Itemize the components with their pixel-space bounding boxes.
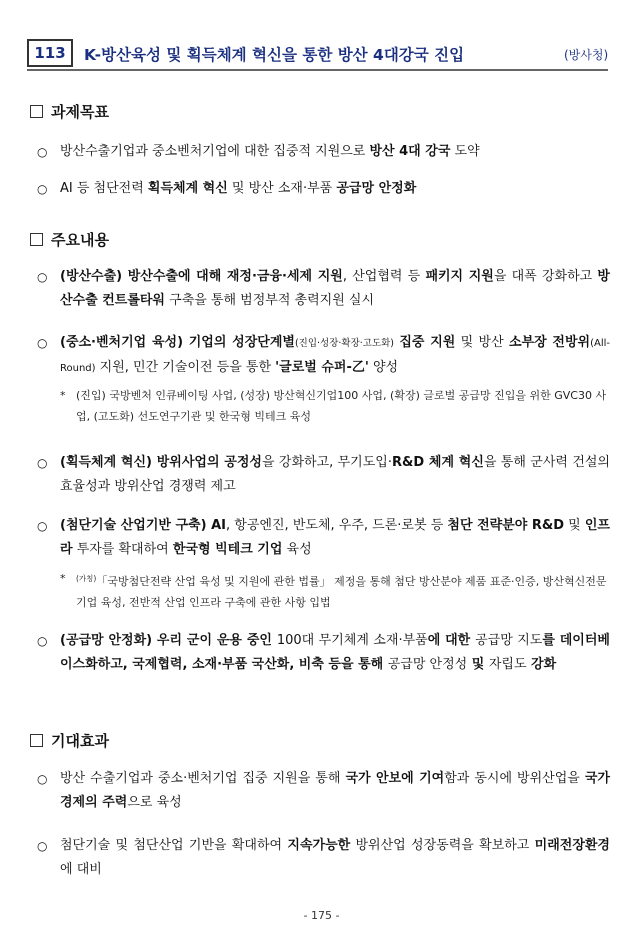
content-text: (공급망 안정화) 우리 군이 운용 중인 100대 무기체계 소재·부품에 대한 공급망 지도를 데이터베이스화하고, 국제협력, 소재·부품 국산화, 비축 등을 통해 공급망 안정성 및 자립도 강화 [60,633,610,672]
note-text: $^{(가칭)}$「국방첨단전략 산업 육성 및 지원에 관한 법률」 제정을 통해 첨단 방산분야 제품 표준·인증, 방산혁신전문기업 육성, 전반적 산업 인프라 구축에 관한 사항 입법 [76,574,607,609]
circle-bullet-icon: ○ [37,270,48,284]
section-goals-heading [30,101,109,122]
circle-bullet-icon: ○ [37,182,48,196]
effect-text: 첨단기술 및 첨단산업 기반을 확대하여 지속가능한 방위산업 성장동력을 확보하고 미래전장환경에 대비 [60,838,610,877]
circle-bullet-icon: ○ [37,336,48,350]
section-contents-heading [30,229,109,250]
goal-text: 방산수출기업과 중소벤처기업에 대한 집중적 지원으로 방산 4대 강국 도약 [60,144,480,159]
content-text: (중소·벤처기업 육성) 기업의 성장단계별(진입·성장·확장·고도화) 집중 지원 및 방산 소부장 전방위(All-Round) 지원, 민간 기술이전 등을 통한 '글로벌 슈퍼-乙' 양성 [60,335,610,375]
agency-label: (방사청) [564,48,609,62]
square-bullet-icon [30,233,43,246]
asterisk-marker: * [60,389,66,402]
circle-bullet-icon: ○ [37,772,48,786]
asterisk-marker: * [60,572,66,585]
content-text: (첨단기술 산업기반 구축) AI, 항공엔진, 반도체, 우주, 드론·로봇 등 첨단 전략분야 R&D 및 인프라 투자를 확대하여 한국형 빅테크 기업 육성 [60,518,610,557]
task-number-box: 113 [27,39,73,67]
section-heading-text: 주요내용 [51,231,109,249]
effect-text: 방산 수출기업과 중소·벤처기업 집중 지원을 통해 국가 안보에 기여함과 동시에 방위산업을 국가경제의 주력으로 육성 [60,771,610,810]
circle-bullet-icon: ○ [37,839,48,853]
goal-text: AI 등 첨단전력 획득체계 혁신 및 방산 소재·부품 공급망 안정화 [60,181,417,196]
page-title: K-방산육성 및 획득체계 혁신을 통한 방산 4대강국 진입 [84,46,465,64]
square-bullet-icon [30,734,43,747]
circle-bullet-icon: ○ [37,456,48,470]
page-number: - 175 - [303,909,340,922]
content-text: (방산수출) 방산수출에 대해 재정·금융·세제 지원, 산업협력 등 패키지 지원을 대폭 강화하고 방산수출 컨트롤타워 구축을 통해 범정부적 총력지원 실시 [60,269,610,308]
note-text: (진입) 국방벤처 인큐베이팅 사업, (성장) 방산혁신기업100 사업, (확장) 글로벌 공급망 진입을 위한 GVC30 사업, (고도화) 선도연구기관 및 한국형 빅테크 육성 [76,389,607,423]
circle-bullet-icon: ○ [37,145,48,159]
section-effects-heading [30,730,109,751]
section-heading-text: 기대효과 [51,732,109,750]
page-header [27,39,608,71]
content-text: (획득체계 혁신) 방위사업의 공정성을 강화하고, 무기도입·R&D 체계 혁신을 통해 군사력 건설의 효율성과 방위산업 경쟁력 제고 [60,455,610,494]
square-bullet-icon [30,105,43,118]
section-heading-text: 과제목표 [51,103,109,121]
circle-bullet-icon: ○ [37,519,48,533]
circle-bullet-icon: ○ [37,634,48,648]
